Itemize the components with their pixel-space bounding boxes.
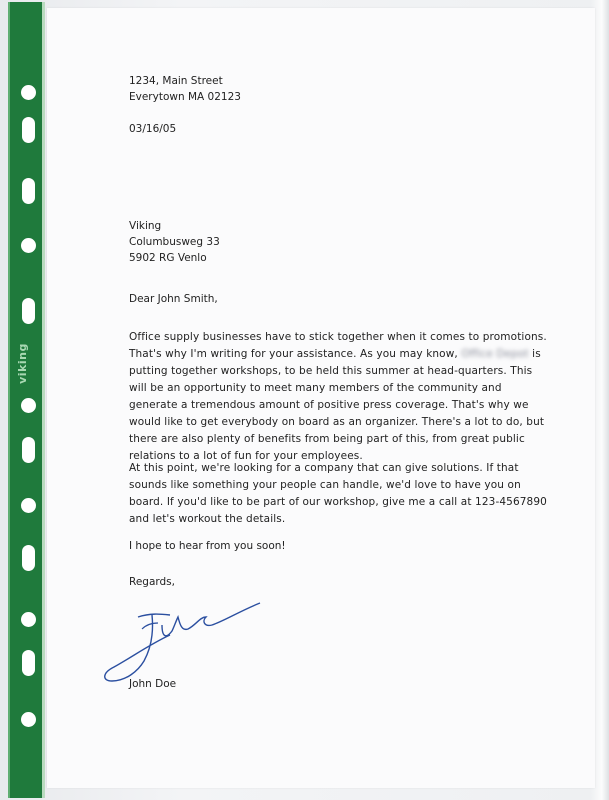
recipient-city: 5902 RG Venlo	[129, 252, 207, 264]
punch-hole	[22, 178, 35, 204]
paragraph-2: At this point, we're looking for a company that can give solutions. If that sounds like something your people can handle, we'd love to have you on board. If you'd like to be part of our workshop, give me a call at 123-4567890 and let's workout the details.	[129, 462, 547, 525]
punch-hole	[22, 117, 35, 143]
punch-hole	[21, 498, 36, 513]
redacted-company: Office Depot	[461, 348, 529, 360]
paragraph-3: I hope to hear from you soon!	[129, 540, 286, 552]
punch-hole	[22, 298, 35, 324]
punch-hole	[21, 712, 36, 727]
signature-stroke	[162, 603, 260, 636]
punch-hole	[21, 398, 36, 413]
punch-hole	[22, 650, 35, 676]
signature-stroke	[142, 623, 158, 629]
paragraph-1-end: is putting together workshops, to be held this summer at head-quarters. This will be an opportunity to meet many members of the community and generate a tremendous amount of positive press coverage. That's why we would like to get everybody on board as an organizer. There's a lot to do, but there are also plenty of benefits from being part of this, from great public relations to a lot of fun for your employees.	[129, 348, 545, 462]
punch-hole	[22, 545, 35, 571]
recipient-name: Viking	[129, 220, 162, 232]
binder-brand-text: viking	[15, 342, 29, 384]
recipient-street: Columbusweg 33	[129, 236, 220, 248]
salutation: Dear John Smith,	[129, 293, 218, 305]
signer-name: John Doe	[129, 678, 177, 690]
binder-brand	[8, 333, 36, 393]
paragraph-1	[129, 329, 549, 465]
punch-hole	[21, 612, 36, 627]
signature-stroke	[138, 614, 170, 617]
paragraph-1-start: Office supply businesses have to stick together when it comes to promotions. That's why I'm writing for your assistance. As you may know,	[129, 331, 547, 360]
signature-stroke	[105, 615, 170, 681]
punch-hole	[21, 238, 36, 253]
closing: Regards,	[129, 576, 175, 588]
sender-city: Everytown MA 02123	[129, 91, 241, 103]
punch-hole	[22, 437, 35, 463]
letter-date: 03/16/05	[129, 123, 177, 135]
handwritten-signature	[100, 595, 270, 695]
sender-street: 1234, Main Street	[129, 75, 223, 87]
punch-hole	[21, 85, 36, 100]
